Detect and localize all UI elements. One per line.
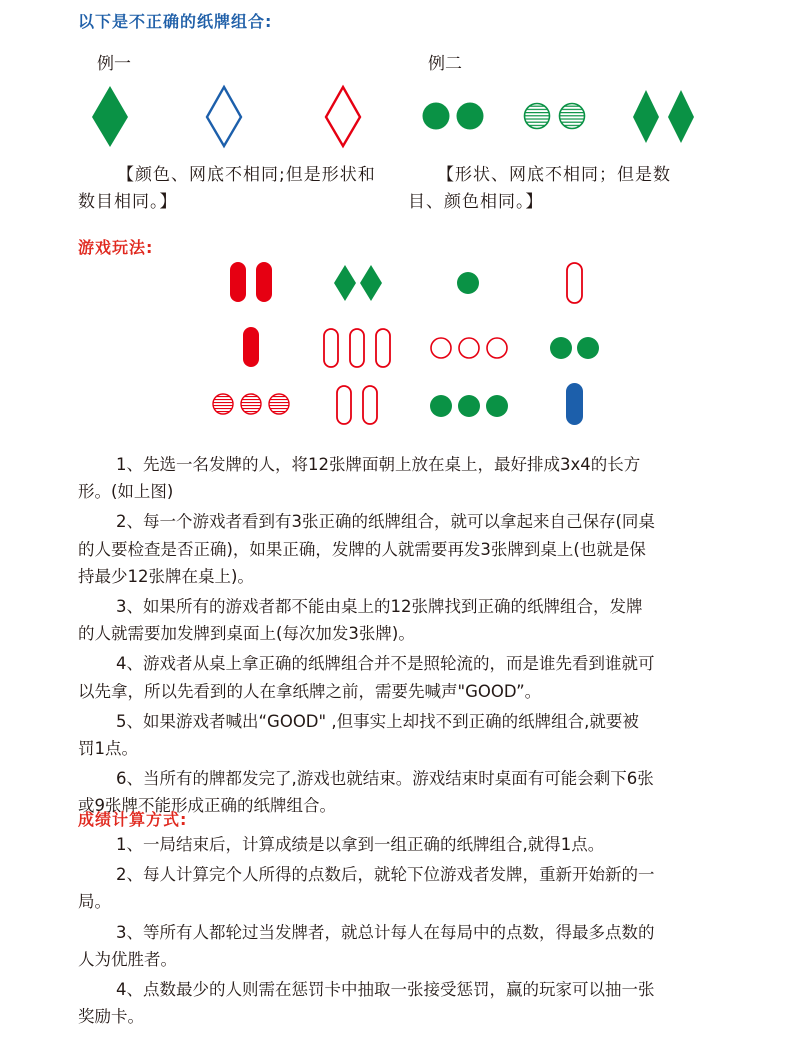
green-solid-oval-icon (423, 103, 450, 130)
rule-6: 6、当所有的牌都发完了,游戏也就结束。游戏结束时桌面有可能会剩下6张 或9张牌不能形成正确的纸牌组合。 (78, 769, 654, 816)
red-solid-pill-icon (243, 327, 259, 367)
red-solid-pill-icon (256, 262, 272, 302)
scoring-rules (78, 831, 718, 1033)
green-striped-oval-icon (525, 104, 550, 129)
example1-caption-line2: 数目相同。】 (78, 192, 178, 212)
red-outline-pill-icon (350, 329, 364, 367)
green-solid-oval-icon (457, 103, 484, 130)
red-outline-pill-icon (337, 386, 351, 424)
card-grid-3x4 (0, 255, 790, 435)
score-rule-2: 2、每人计算完个人所得的点数后，就轮下位游戏者发牌，重新开始新的一 局。 (78, 865, 655, 912)
green-solid-diamond-icon (633, 90, 659, 143)
green-striped-oval-icon (560, 104, 585, 129)
green-solid-diamond-icon (334, 265, 356, 301)
green-solid-diamond-icon (668, 90, 694, 143)
red-outline-oval-icon (459, 338, 479, 358)
red-outline-pill-icon (376, 329, 390, 367)
red-solid-pill-icon (230, 262, 246, 302)
example2-caption-line1: 【形状、网底不相同；但是数 (437, 165, 671, 185)
section-title-invalid-combos: 以下是不正确的纸牌组合: (78, 12, 273, 31)
green-solid-oval-icon (486, 395, 508, 417)
score-rule-3: 3、等所有人都轮过当发牌者，就总计每人在每局中的点数，得最多点数的 人为优胜者。 (78, 922, 655, 969)
blue-solid-pill-icon (566, 383, 583, 425)
rule-2: 2、每一个游戏者看到有3张正确的纸牌组合，就可以拿起来自己保存(同桌 的人要检查是否正确)，如果正确，发牌的人就需要再发3张牌到桌上(也就是保 持最少12张牌在桌上)。 (78, 512, 655, 586)
red-outline-pill-icon (324, 329, 338, 367)
red-outline-diamond-icon (326, 87, 360, 146)
section-title-gameplay: 游戏玩法: (78, 238, 154, 257)
green-solid-oval-icon (457, 272, 479, 294)
red-outline-pill-icon (363, 386, 377, 424)
example1-caption-line1: 【颜色、网底不相同;但是形状和 (117, 165, 376, 185)
green-solid-oval-icon (458, 395, 480, 417)
red-outline-oval-icon (487, 338, 507, 358)
rule-4: 4、游戏者从桌上拿正确的纸牌组合并不是照轮流的，而是谁先看到谁就可 以先拿，所以先看到的人在拿纸牌之前，需要先喊声"GOOD”。 (78, 654, 655, 701)
green-solid-oval-icon (550, 337, 572, 359)
red-outline-pill-icon (567, 263, 582, 303)
example2-caption-line2: 目、颜色相同。】 (408, 192, 544, 212)
score-rule-1: 1、一局结束后，计算成绩是以拿到一组正确的纸牌组合,就得1点。 (116, 835, 605, 854)
green-solid-oval-icon (577, 337, 599, 359)
green-solid-diamond-icon (92, 86, 128, 147)
green-solid-oval-icon (430, 395, 452, 417)
example1-label: 例一 (97, 54, 131, 74)
green-solid-diamond-icon (360, 265, 382, 301)
section-title-scoring: 成绩计算方式: (78, 810, 188, 829)
red-striped-oval-icon (241, 394, 261, 414)
rule-5: 5、如果游戏者喊出“GOOD" ,但事实上却找不到正确的纸牌组合,就要被 罚1点。 (78, 711, 639, 759)
red-striped-oval-icon (269, 394, 289, 414)
gameplay-rules (78, 451, 718, 823)
rule-3: 3、如果所有的游戏者都不能由桌上的12张牌找到正确的纸牌组合，发牌 的人就需要加发牌到桌面上(每次加发3张牌)。 (78, 597, 643, 644)
rule-1: 1、先选一名发牌的人，将12张牌面朝上放在桌上，最好排成3x4的长方 形。(如上图) (78, 455, 641, 502)
score-rule-4: 4、点数最少的人则需在惩罚卡中抽取一张接受惩罚，赢的玩家可以抽一张 奖励卡。 (78, 980, 655, 1027)
example2-label: 例二 (428, 54, 462, 74)
red-outline-oval-icon (431, 338, 451, 358)
blue-outline-diamond-icon (207, 87, 241, 146)
red-striped-oval-icon (213, 394, 233, 414)
